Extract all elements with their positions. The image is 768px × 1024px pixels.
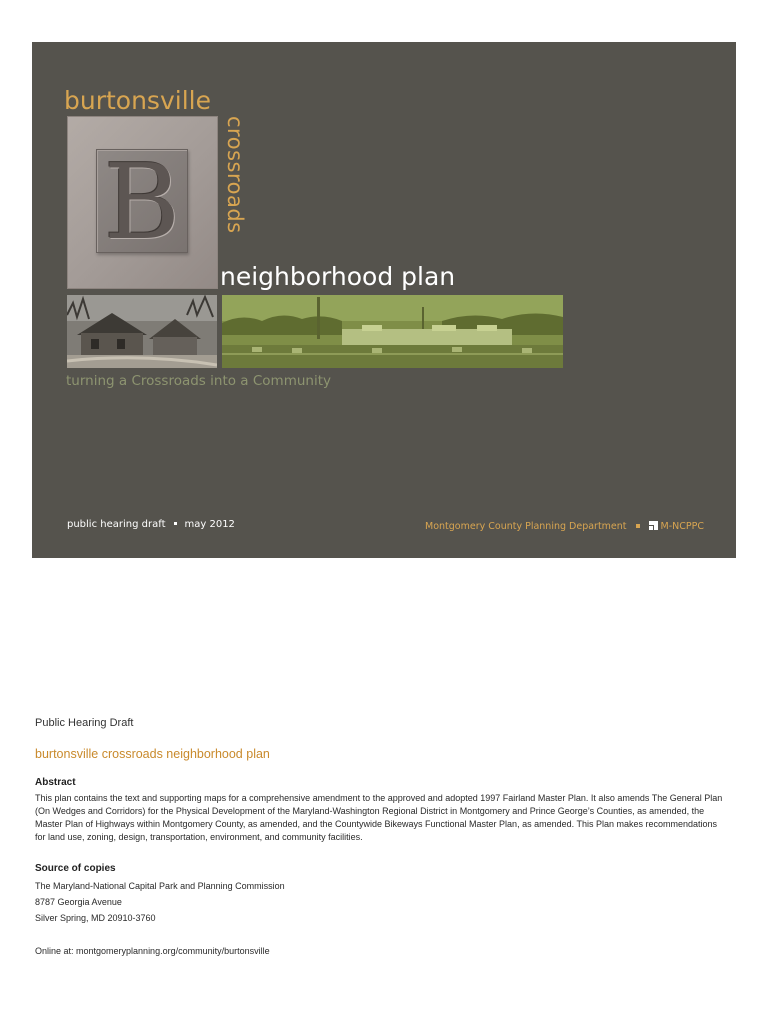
abstract-heading: Abstract	[35, 777, 76, 788]
document-status-label: Public Hearing Draft	[35, 717, 134, 729]
cover-title-vertical: crossroads	[223, 116, 247, 234]
address-line: The Maryland-National Capital Park and Planning Commission	[35, 881, 285, 891]
shopping-center-photo-image	[222, 295, 563, 368]
address-line: 8787 Georgia Avenue	[35, 897, 122, 907]
agency-name: M-NCPPC	[660, 521, 704, 532]
logo-box	[67, 116, 218, 289]
cover-title-main: neighborhood plan	[220, 262, 456, 291]
mncppc-logo-icon	[649, 521, 658, 530]
cover-footer-right	[425, 521, 704, 532]
department-name: Montgomery County Planning Department	[425, 521, 627, 532]
separator-bullet-icon	[174, 522, 177, 525]
photo-strip	[67, 295, 563, 368]
logo-tile	[96, 141, 188, 263]
abstract-text: This plan contains the text and supporting maps for a comprehensive amendment to the approved and adopted 1997 Fairland Master Plan. It also amends The General Plan (On Wedges and Corridors) for the Physical Development of the Maryland-Washington Regional District in Montgomery and Prince George’s Counties, as amended, the Master Plan of Highways within Montgomery County, as amended, and the Countywide Bikeways Functional Master Plan, as amended. This Plan makes recommendations for land use, zoning, design, transportation, environment, and community facilities.	[35, 793, 723, 842]
draft-label: public hearing draft	[67, 519, 166, 530]
cover-title-top: burtonsville	[64, 86, 211, 115]
historic-photo	[67, 295, 217, 368]
source-heading: Source of copies	[35, 863, 116, 874]
cover-subtitle: turning a Crossroads into a Community	[66, 373, 331, 389]
shopping-center-photo	[222, 295, 563, 368]
online-link[interactable]: Online at: montgomeryplanning.org/community/burtonsville	[35, 946, 270, 956]
document-body	[35, 715, 725, 958]
document-title: burtonsville crossroads neighborhood plan	[35, 747, 270, 761]
cover-footer-left	[67, 519, 235, 530]
separator-bullet-icon	[636, 524, 640, 528]
address-block	[35, 878, 725, 926]
address-line: Silver Spring, MD 20910-3760	[35, 913, 156, 923]
historic-photo-image	[67, 295, 217, 368]
draft-date: may 2012	[184, 519, 235, 530]
cover	[32, 42, 736, 558]
logo-letter: B	[103, 141, 181, 263]
